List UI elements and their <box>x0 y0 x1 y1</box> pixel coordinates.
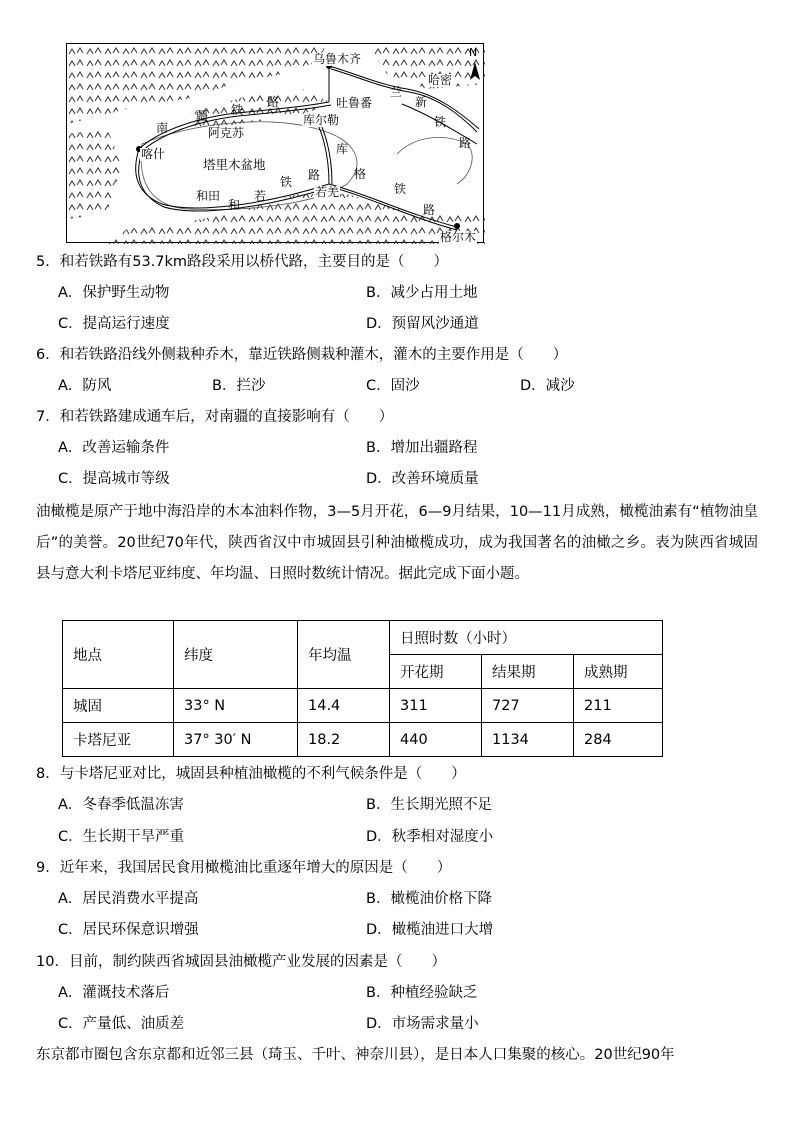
city-dot-golmud <box>454 223 460 229</box>
question-8-option-b[interactable]: B．生长期光照不足 <box>366 797 492 813</box>
question-6-stem: 6．和若铁路沿线外侧栽种乔木，靠近铁路侧栽种灌木，灌木的主要作用是（ ） <box>36 347 568 363</box>
question-10-option-d[interactable]: D．市场需求量小 <box>366 1016 479 1032</box>
city-urumqi: 乌鲁木齐 <box>313 52 362 66</box>
passage-olive: 油橄榄是原产于地中海沿岸的木本油料作物，3—5月开花，6—9月结果，10—11月成熟，橄榄油素有“植物油皇后”的美誉。20世纪70年代，陕西省汉中市城固县引种油橄榄成功，成为我国著名的油橄之乡。表为陕西省城固县与意大利卡塔尼亚纬度、年均温、日照时数统计情况。据此完成下面小题。 <box>36 504 758 582</box>
city-kashgar: 喀什 <box>141 147 166 161</box>
rail-char: 路 <box>308 168 321 182</box>
rail-char: 库 <box>336 142 349 156</box>
north-label: N <box>469 46 478 59</box>
rail-char: 路 <box>423 203 436 217</box>
basin-label: 塔里木盆地 <box>203 157 266 172</box>
question-7-option-a[interactable]: A．改善运输条件 <box>58 440 170 456</box>
cell-flowering: 440 <box>390 723 482 757</box>
rail-char: 疆 <box>196 109 209 123</box>
cell-avg-temp: 14.4 <box>298 689 390 723</box>
question-6-option-d[interactable]: D．减沙 <box>520 378 575 394</box>
question-8-stem: 8．与卡塔尼亚对比，城固县种植油橄榄的不利气候条件是（ ） <box>36 766 466 782</box>
rail-char: 铁 <box>280 175 293 189</box>
mountain-area-west <box>67 129 122 219</box>
question-6-option-b[interactable]: B．拦沙 <box>212 378 266 394</box>
rail-char: 南 <box>156 121 169 135</box>
question-7-option-d[interactable]: D．改善环境质量 <box>366 471 479 487</box>
header-ripening: 成熟期 <box>574 655 663 689</box>
passage-tokyo: 东京都市圈包含东京都和近邻三县（琦玉、千叶、神奈川县），是日本人口集聚的核心。20世纪90年 <box>36 1047 675 1063</box>
city-hami: 哈密 <box>428 73 453 87</box>
cell-fruiting: 1134 <box>482 723 574 757</box>
question-10-stem: 10．目前，制约陕西省城固县油橄榄产业发展的因素是（ ） <box>36 954 446 970</box>
rail-char: 格 <box>354 167 367 181</box>
rail-char: 兰 <box>390 85 403 99</box>
olive-climate-table <box>62 620 663 757</box>
cell-avg-temp: 18.2 <box>298 723 390 757</box>
city-golmud: 格尔木 <box>440 230 477 244</box>
question-5-option-d[interactable]: D．预留风沙通道 <box>366 316 479 332</box>
city-turpan: 吐鲁番 <box>336 96 373 110</box>
rail-char: 铁 <box>231 103 244 117</box>
table-row <box>63 723 663 757</box>
header-fruiting: 结果期 <box>482 655 574 689</box>
question-5-option-c[interactable]: C．提高运行速度 <box>58 316 170 332</box>
question-9-stem: 9．近年来，我国居民食用橄榄油比重逐年增大的原因是（ ） <box>36 860 452 876</box>
question-6-option-c[interactable]: C．固沙 <box>366 378 420 394</box>
question-7-option-b[interactable]: B．增加出疆路程 <box>366 440 478 456</box>
question-9-option-c[interactable]: C．居民环保意识增强 <box>58 922 199 938</box>
cell-ripening: 211 <box>574 689 663 723</box>
rail-char: 和 <box>228 198 241 212</box>
cell-place: 卡塔尼亚 <box>63 723 174 757</box>
cell-latitude: 33° N <box>174 689 298 723</box>
question-9-option-a[interactable]: A．居民消费水平提高 <box>58 891 199 907</box>
cell-ripening: 284 <box>574 723 663 757</box>
rail-char: 铁 <box>434 115 447 129</box>
question-10-option-b[interactable]: B．种植经验缺乏 <box>366 985 478 1001</box>
railway-map <box>66 43 484 243</box>
question-8-option-c[interactable]: C．生长期干旱严重 <box>58 829 185 845</box>
header-latitude: 纬度 <box>174 621 298 689</box>
question-9-option-d[interactable]: D．橄榄油进口大增 <box>366 922 494 938</box>
header-sunshine: 日照时数（小时） <box>390 621 663 655</box>
question-10-option-c[interactable]: C．产量低、油质差 <box>58 1016 185 1032</box>
question-7-option-c[interactable]: C．提高城市等级 <box>58 471 170 487</box>
cell-latitude: 37° 30′ N <box>174 723 298 757</box>
header-flowering: 开花期 <box>390 655 482 689</box>
rail-char: 新 <box>415 95 428 109</box>
question-5-stem: 5．和若铁路有53.7km路段采用以桥代路，主要目的是（ ） <box>36 254 449 270</box>
header-avg-temp: 年均温 <box>298 621 390 689</box>
cell-fruiting: 727 <box>482 689 574 723</box>
question-8-option-a[interactable]: A．冬春季低温冻害 <box>58 797 184 813</box>
rail-char: 铁 <box>394 182 407 196</box>
cell-flowering: 311 <box>390 689 482 723</box>
question-6-option-a[interactable]: A．防风 <box>58 378 112 394</box>
city-aksu: 阿克苏 <box>208 126 245 140</box>
table-row <box>63 689 663 723</box>
header-place: 地点 <box>63 621 174 689</box>
mountain-area-south <box>107 194 485 244</box>
rail-char: 路 <box>459 136 472 150</box>
question-5-option-a[interactable]: A．保护野生动物 <box>58 285 170 301</box>
cell-place: 城固 <box>63 689 174 723</box>
question-10-option-a[interactable]: A．灌溉技术落后 <box>58 985 170 1001</box>
rail-char: 路 <box>267 95 280 109</box>
city-ruoqiang: 若羌 <box>315 185 340 199</box>
question-5-option-b[interactable]: B．减少占用土地 <box>366 285 478 301</box>
question-8-option-d[interactable]: D．秋季相对湿度小 <box>366 829 494 845</box>
rail-char: 若 <box>254 189 267 203</box>
city-korla: 库尔勒 <box>303 113 340 127</box>
question-7-stem: 7．和若铁路建成通车后，对南疆的直接影响有（ ） <box>36 409 394 425</box>
city-hotan: 和田 <box>196 189 221 203</box>
question-9-option-b[interactable]: B．橄榄油价格下降 <box>366 891 492 907</box>
